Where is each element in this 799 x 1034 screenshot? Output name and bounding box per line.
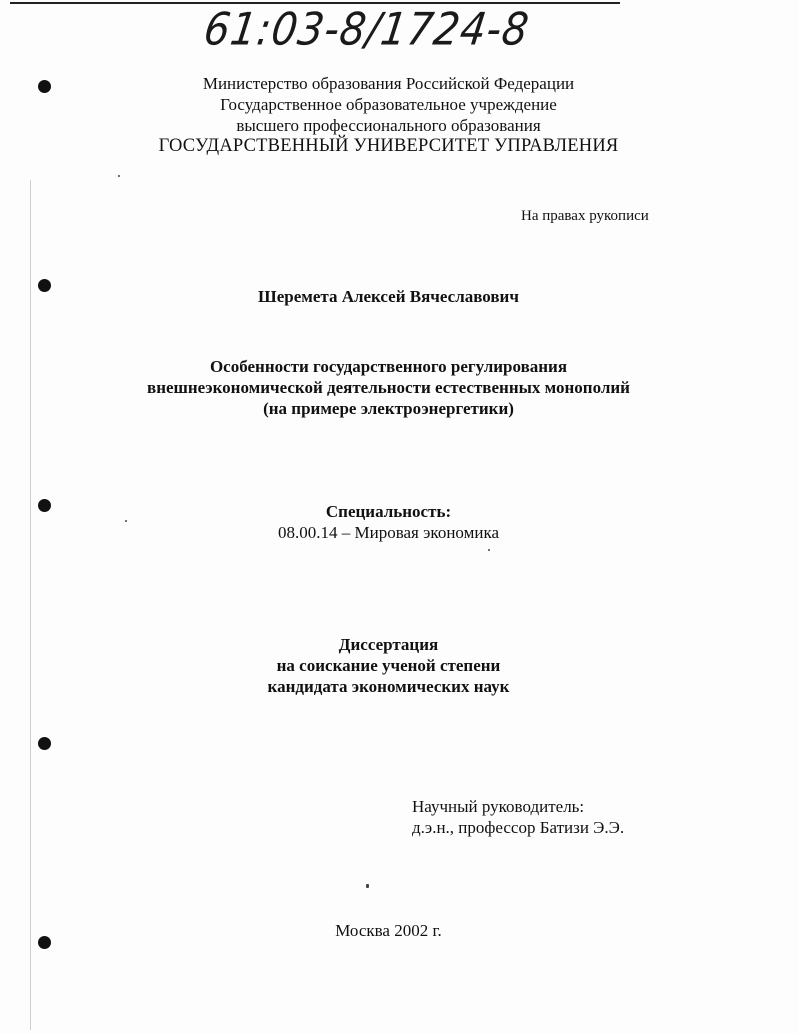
degree-line-2: на соискание ученой степени xyxy=(276,656,501,675)
scan-speck xyxy=(366,884,369,888)
rights-note: На правах рукописи xyxy=(521,208,649,224)
scan-left-edge xyxy=(30,180,31,1030)
supervisor-block xyxy=(412,796,624,838)
supervisor-label: Научный руководитель: xyxy=(412,797,585,816)
institution-type-line: Государственное образовательное учреждение xyxy=(220,95,557,114)
punch-hole-mark xyxy=(38,737,51,750)
scan-speck xyxy=(488,549,490,551)
degree-line-3: кандидата экономических наук xyxy=(267,677,510,696)
university-name: ГОСУДАРСТВЕННЫЙ УНИВЕРСИТЕТ УПРАВЛЕНИЯ xyxy=(158,136,619,156)
title-line-3: (на примере электроэнергетики) xyxy=(263,399,514,418)
handwritten-archive-code: 61:03-8/1724-8 xyxy=(200,4,533,56)
city-year: Москва 2002 г. xyxy=(335,921,442,940)
degree-line-1: Диссертация xyxy=(338,635,439,654)
specialty-value: 08.00.14 – Мировая экономика xyxy=(278,523,499,542)
scan-speck xyxy=(118,175,120,177)
author-name-text: Шеремета Алексей Вячеславович xyxy=(258,287,519,306)
specialty-label: Специальность: xyxy=(325,502,452,521)
specialty-block xyxy=(0,501,777,543)
ministry-line: Министерство образования Российской Федерации xyxy=(202,74,575,93)
institution-header xyxy=(0,73,777,157)
title-line-1: Особенности государственного регулирования xyxy=(209,357,568,376)
author-name xyxy=(0,286,777,307)
degree-block xyxy=(0,634,777,697)
title-line-2: внешнеэкономической деятельности естественных монополий xyxy=(147,378,630,397)
education-level-line: высшего профессионального образования xyxy=(236,116,541,135)
dissertation-title xyxy=(0,356,777,419)
supervisor-value: д.э.н., профессор Батизи Э.Э. xyxy=(412,818,625,837)
